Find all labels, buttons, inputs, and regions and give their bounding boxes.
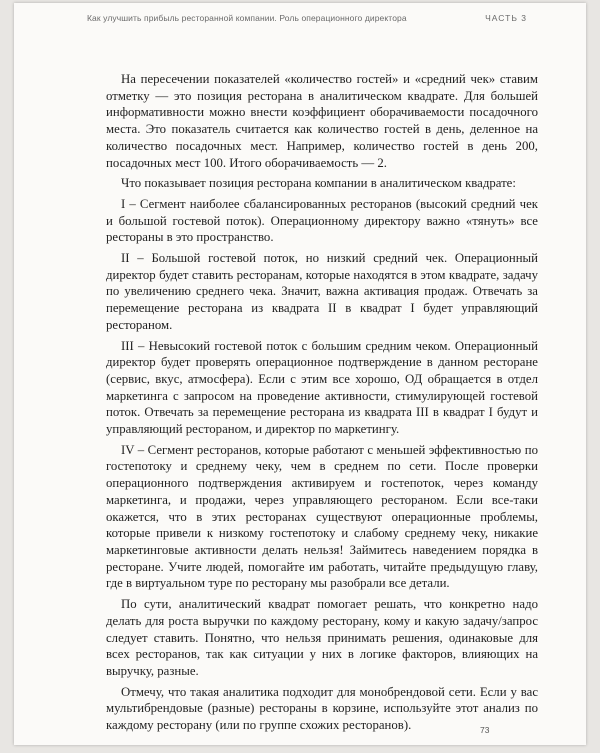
paragraph: IV – Сегмент ресторанов, которые работают с меньшей эффективностью по гостепотоку и среднему чеку, чем в среднем по сети. После проверки операционного подтверждения активируем и гостепоток, через команду маркетинга, и продажи, через управляющего рестораном. Если все-таки окажется, что в этих ресторанах существуют операционные проблемы, которые привели к низкому гостепотоку и слабому среднему чеку, никакие маркетинговые активности делать нельзя! Займитесь наведением порядка в ресторане. Учите людей, помогайте им работать, читайте предыдущую главу, где в виртуальном туре по ресторану мы разобрали все детали.: [106, 442, 538, 591]
paragraph: III – Невысокий гостевой поток с большим средним чеком. Операционный директор будет проверять операционное подтверждение в данном ресторане (сервис, вкус, атмосфера). Если с этим все хорошо, ОД обращается в отдел маркетинга с запросом на проведение активности, стимулирующей гостевой поток. Отвечать за перемещение ресторана из квадрата III в квадрат I будут и управляющий рестораном, и директор по маркетингу.: [106, 338, 538, 437]
paragraph: Отмечу, что такая аналитика подходит для монобрендовой сети. Если у вас мультибрендовые (разные) рестораны в корзине, используйте этот анализ по каждому ресторану (или по группе схожих ресторанов).: [106, 684, 538, 733]
paragraph: I – Сегмент наиболее сбалансированных ресторанов (высокий средний чек и большой гостевой поток). Операционному директору важно «тянуть» все рестораны в это пространство.: [106, 196, 538, 245]
running-head-part: ЧАСТЬ 3: [485, 13, 527, 23]
running-head-title: Как улучшить прибыль ресторанной компании. Роль операционного директора: [87, 13, 407, 23]
paragraph: На пересечении показателей «количество гостей» и «средний чек» ставим отметку — это позиция ресторана в аналитическом квадрате. Для большей информативности можно внести коэффициент оборачиваемости посадочного места. Это показатель считается как количество гостей в день, деленное на количество посадочных мест. Например, количество гостей в день 200, посадочных мест 100. Итого оборачиваемость — 2.: [106, 72, 538, 170]
book-page: [14, 3, 586, 745]
paragraph: По сути, аналитический квадрат помогает решать, что конкретно надо делать для роста выручки по каждому ресторану, кому и какую задачу/запрос следует ставить. Понятно, что нельзя принимать решения, одинаковые для всех ресторанов, так как ситуации у них в логике факторов, влияющих на выручку, разные.: [106, 597, 538, 678]
paragraph: Что показывает позиция ресторана компании в аналитическом квадрате:: [121, 176, 516, 191]
page-body-text: [106, 71, 538, 738]
paragraph: II – Большой гостевой поток, но низкий средний чек. Операционный директор будет ставить ресторанам, которые находятся в этом квадрате, задачу по увеличению среднего чека. Значит, важна активация продаж. Отвечать за перемещение ресторана из квадрата II в квадрат I будет управляющий рестораном.: [106, 251, 538, 332]
page-number: 73: [480, 725, 490, 735]
